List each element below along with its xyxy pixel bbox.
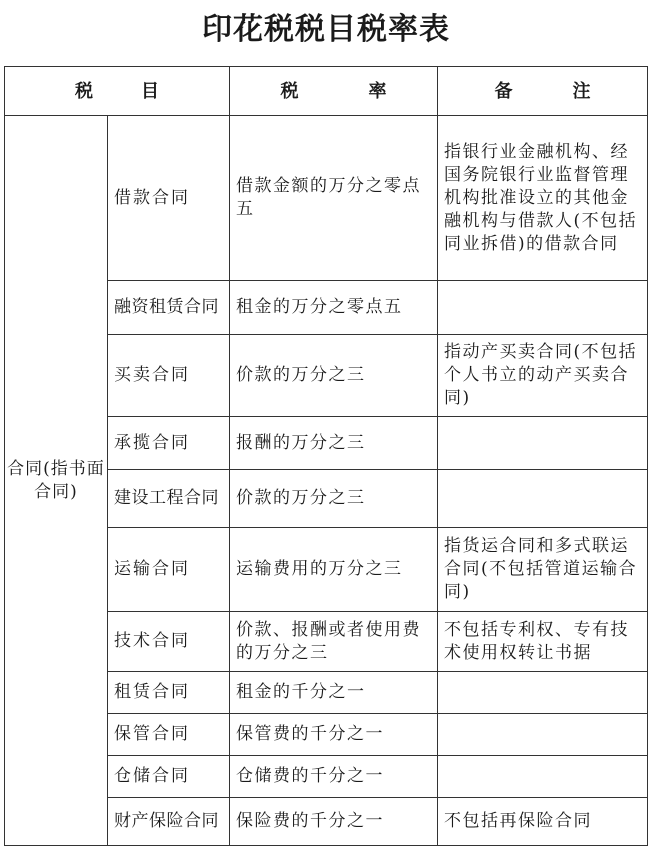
header-note	[438, 67, 648, 116]
header-rate-char-1: 税	[280, 80, 299, 102]
rate-cell: 价款、报酬或者使用费的万分之三	[230, 612, 438, 672]
note-cell	[438, 714, 648, 756]
item-cell: 建设工程合同	[108, 470, 230, 528]
note-cell: 指动产买卖合同(不包括个人书立的动产买卖合同)	[438, 335, 648, 417]
page-title: 印花税税目税率表	[202, 12, 450, 47]
note-cell	[438, 417, 648, 470]
header-item-char-2: 目	[141, 80, 159, 102]
note-cell	[438, 756, 648, 798]
header-row	[5, 67, 648, 116]
item-cell: 保管合同	[108, 714, 230, 756]
note-cell: 指银行业金融机构、经国务院银行业监督管理机构批准设立的其他金融机构与借款人(不包括同业拆借)的借款合同	[438, 116, 648, 281]
rate-cell: 租金的万分之零点五	[230, 281, 438, 335]
note-cell	[438, 672, 648, 714]
note-cell	[438, 281, 648, 335]
note-cell: 不包括专利权、专有技术使用权转让书据	[438, 612, 648, 672]
header-rate-char-2: 率	[368, 80, 387, 102]
category-cell: 合同(指书面合同)	[5, 116, 108, 846]
header-item-char-1: 税	[75, 80, 93, 102]
tax-rate-table	[4, 66, 648, 846]
rate-cell: 保险费的千分之一	[230, 798, 438, 846]
table-row	[5, 116, 648, 281]
rate-cell: 保管费的千分之一	[230, 714, 438, 756]
note-cell: 不包括再保险合同	[438, 798, 648, 846]
rate-cell: 借款金额的万分之零点五	[230, 116, 438, 281]
rate-cell: 价款的万分之三	[230, 335, 438, 417]
rate-cell: 价款的万分之三	[230, 470, 438, 528]
rate-cell: 报酬的万分之三	[230, 417, 438, 470]
rate-cell: 运输费用的万分之三	[230, 528, 438, 612]
item-cell: 技术合同	[108, 612, 230, 672]
item-cell: 运输合同	[108, 528, 230, 612]
item-cell: 融资租赁合同	[108, 281, 230, 335]
item-cell: 租赁合同	[108, 672, 230, 714]
item-cell: 借款合同	[108, 116, 230, 281]
header-note-char-1: 备	[494, 80, 513, 102]
rate-cell: 仓储费的千分之一	[230, 756, 438, 798]
note-cell	[438, 470, 648, 528]
note-cell: 指货运合同和多式联运合同(不包括管道运输合同)	[438, 528, 648, 612]
header-item	[5, 67, 230, 116]
header-rate	[230, 67, 438, 116]
item-cell: 仓储合同	[108, 756, 230, 798]
header-note-char-2: 注	[572, 80, 591, 102]
rate-cell: 租金的千分之一	[230, 672, 438, 714]
item-cell: 买卖合同	[108, 335, 230, 417]
item-cell: 承揽合同	[108, 417, 230, 470]
item-cell: 财产保险合同	[108, 798, 230, 846]
